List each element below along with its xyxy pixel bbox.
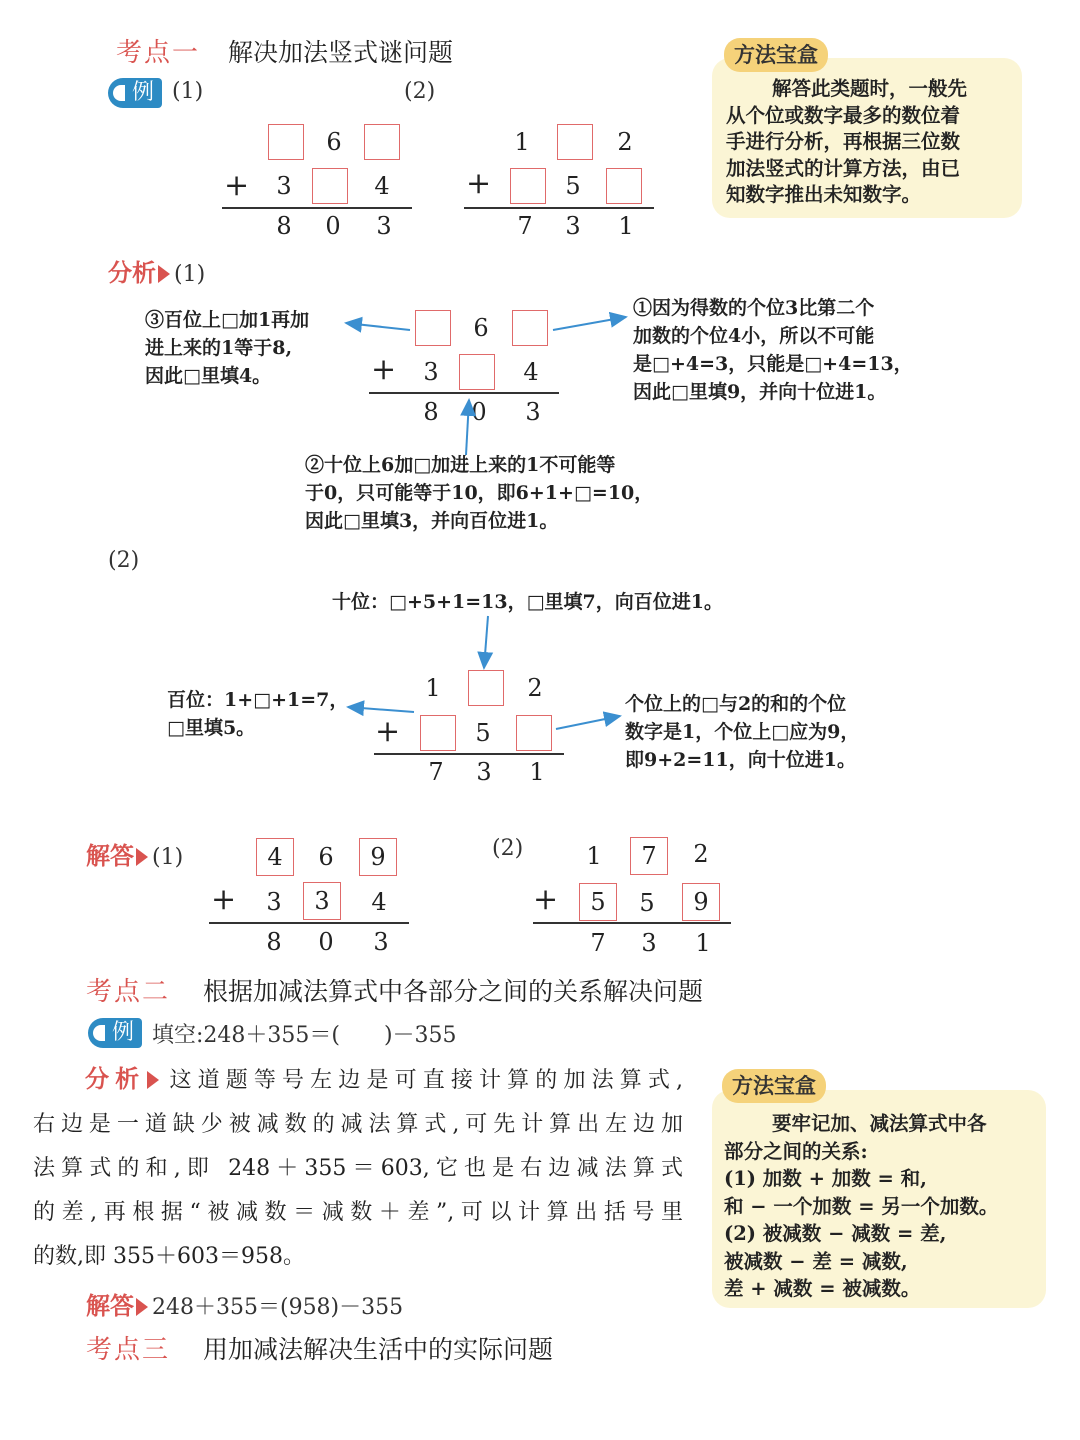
- digit: 2: [617, 128, 633, 156]
- digit: 2: [693, 840, 709, 868]
- triangle-icon: [136, 848, 148, 866]
- note-line: 即9+2=11，向十位进1。: [625, 749, 856, 771]
- method-line: 从个位或数字最多的数位着: [726, 103, 961, 127]
- digit: 4: [371, 888, 387, 916]
- digit: 0: [318, 928, 334, 956]
- filled-box: 9: [682, 883, 720, 921]
- arrow-to-tens-box: [484, 616, 488, 668]
- paragraph-line: 这道题等号左边是可直接计算的加法算式,: [163, 1068, 684, 1093]
- triangle-icon: [147, 1071, 159, 1089]
- note-line: 个位上的□与2的和的个位: [625, 693, 847, 715]
- filled-box: 3: [303, 882, 341, 920]
- digit: 1: [695, 929, 711, 957]
- digit: 4: [523, 358, 539, 386]
- digit: 5: [639, 889, 655, 917]
- filled-box: 7: [630, 837, 668, 875]
- method-line: 加法竖式的计算方法，由已: [726, 156, 961, 180]
- kp3-title: 用加减法解决生活中的实际问题: [203, 1335, 554, 1364]
- paragraph-line: 右边是一道缺少被减数的减法算式,可先计算出左边加: [33, 1112, 683, 1137]
- analysis3-paragraph: [33, 1057, 683, 1279]
- method-line: (1) 加数 + 加数 = 和,: [724, 1167, 927, 1190]
- digit: 8: [276, 212, 292, 240]
- note-line: 于0，只可能等于10，即6+1+□=10，: [305, 482, 654, 504]
- kp2-key: 考点二: [86, 977, 171, 1007]
- example-badge-1: 例: [108, 78, 162, 108]
- digit: 1: [529, 758, 545, 786]
- note-line: 因此□里填4。: [145, 365, 272, 387]
- digit: 2: [527, 674, 543, 702]
- digit: 1: [514, 128, 530, 156]
- example1-part2-label: (2): [404, 79, 436, 104]
- digit: 3: [525, 398, 541, 426]
- analysis1-part: (1): [174, 262, 206, 287]
- kp1-key: 考点一: [116, 38, 201, 68]
- analysis-tag: 分析: [85, 1065, 146, 1093]
- note-line: 是□+4=3，只能是□+4=13，: [633, 353, 913, 375]
- paragraph-line: 的差,再根据“被减数＝减数＋差”,可以计算出括号里: [33, 1200, 683, 1225]
- example-badge-2: 例: [88, 1018, 142, 1048]
- method-line: 解答此类题时，一般先: [772, 77, 968, 100]
- answer-tag: 解答: [86, 842, 134, 870]
- answer1-part2: (2): [492, 836, 524, 861]
- digit: 7: [428, 758, 444, 786]
- digit: 5: [475, 719, 491, 747]
- plus-sign: +: [533, 882, 559, 917]
- paragraph-line: 法算式的和,即 248＋355＝603,它也是右边减法算式: [33, 1156, 683, 1181]
- digit: 0: [471, 398, 487, 426]
- digit: 3: [276, 172, 292, 200]
- method-line: 手进行分析，再根据三位数: [726, 130, 961, 153]
- plus-sign: +: [224, 168, 250, 203]
- note-line: 加数的个位4小，所以不可能: [633, 325, 875, 347]
- filled-box: 4: [256, 838, 294, 876]
- digit: 6: [473, 314, 489, 342]
- note-line: ①因为得数的个位3比第二个: [633, 297, 875, 319]
- note-line: 百位：1+□+1=7，: [167, 689, 349, 711]
- digit: 1: [425, 674, 441, 702]
- digit: 3: [423, 358, 439, 386]
- digit: 0: [325, 212, 341, 240]
- digit: 8: [266, 928, 282, 956]
- plus-sign: +: [371, 352, 397, 387]
- digit: 6: [318, 843, 334, 871]
- analysis3-line-1: [33, 1057, 683, 1103]
- method-line: 部分之间的关系:: [724, 1139, 868, 1163]
- sum-line: [533, 922, 731, 924]
- digit: 3: [376, 212, 392, 240]
- note-line: 数字是1，个位上□应为9，: [625, 721, 860, 743]
- note-line: 因此□里填3，并向百位进1。: [305, 510, 559, 532]
- digit: 1: [618, 212, 634, 240]
- answer1-heading: [86, 836, 183, 871]
- digit: 3: [476, 758, 492, 786]
- arrow-to-note-left: [346, 323, 410, 330]
- analysis-tag: 分析: [108, 259, 156, 287]
- note-line: ②十位上6加□加进上来的1不可能等: [305, 454, 616, 476]
- note-line: ③百位上□加1再加: [145, 309, 310, 331]
- method-box-2: [712, 1090, 1046, 1308]
- plus-sign: +: [466, 166, 492, 201]
- method-box-1-title: 方法宝盒: [724, 38, 828, 72]
- method-box-2-title: 方法宝盒: [722, 1069, 826, 1103]
- digit: 3: [373, 928, 389, 956]
- digit: 6: [326, 128, 342, 156]
- arrow-to-note-right: [553, 317, 626, 330]
- answer-tag: 解答: [86, 1292, 134, 1320]
- example1-part1-label: (1): [172, 79, 204, 104]
- analysis2-part: (2): [108, 548, 140, 573]
- arrow-to-tens: [466, 400, 469, 455]
- note-line: 进上来的1等于8,: [145, 337, 293, 359]
- plus-sign: +: [211, 882, 237, 917]
- digit: 4: [374, 172, 390, 200]
- kp2-title: 根据加减法算式中各部分之间的关系解决问题: [203, 977, 704, 1006]
- analysis2-note-top: 十位：□+5+1=13，□里填7，向百位进1。: [332, 591, 723, 613]
- digit: 3: [565, 212, 581, 240]
- kp1-title: 解决加法竖式谜问题: [228, 38, 454, 67]
- example2-text: 填空:248＋355＝( )－355: [152, 1023, 457, 1048]
- filled-box: 9: [359, 838, 397, 876]
- paragraph-line: 的数,即 355＋603＝958。: [33, 1244, 305, 1269]
- method-line: 差 + 减数 = 被减数。: [724, 1277, 921, 1300]
- digit: 5: [565, 172, 581, 200]
- method-line: 被减数 − 差 = 减数,: [724, 1249, 908, 1273]
- arrow-to-hundreds-note: [348, 707, 414, 712]
- kp3-key: 考点三: [86, 1335, 171, 1365]
- plus-sign: +: [375, 714, 401, 749]
- method-line: 要牢记加、减法算式中各: [772, 1112, 987, 1135]
- answer2-line: [86, 1286, 403, 1321]
- triangle-icon: [136, 1298, 148, 1316]
- digit: 3: [266, 888, 282, 916]
- method-line: 和 − 一个加数 = 另一个加数。: [724, 1194, 999, 1218]
- filled-box: 5: [579, 883, 617, 921]
- note-line: □里填5。: [167, 717, 256, 739]
- digit: 3: [641, 929, 657, 957]
- digit: 7: [517, 212, 533, 240]
- answer1-part1: (1): [152, 845, 184, 870]
- answer2-text: 248＋355＝(958)－355: [152, 1295, 404, 1320]
- digit: 8: [423, 398, 439, 426]
- arrow-to-ones-note: [556, 716, 620, 729]
- method-line: 知数字推出未知数字。: [726, 183, 922, 206]
- digit: 1: [586, 842, 602, 870]
- note-line: 因此□里填9，并向十位进1。: [633, 381, 887, 403]
- digit: 7: [590, 929, 606, 957]
- method-line: (2) 被减数 − 减数 = 差,: [724, 1222, 947, 1245]
